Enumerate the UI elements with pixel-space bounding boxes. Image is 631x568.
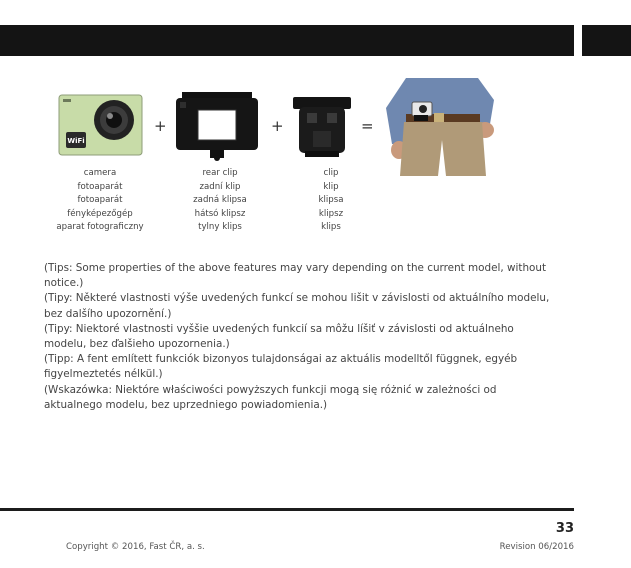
- rear-clip-captions: [165, 167, 275, 235]
- tip-paragraph: (Wskazówka: Niektóre właściwości powyższych funkcji mogą się różnić w zależności od aktualnego modelu, bez uprzedniego powiadomienia.): [44, 383, 497, 411]
- footer-divider: [0, 508, 574, 511]
- caption-line: klip: [323, 181, 339, 192]
- tip-paragraph: (Tipy: Některé vlastnosti výše uvedených funkcí se mohou lišit v závislosti od aktuálního modelu, bez dalšího upozornění.): [44, 292, 550, 320]
- caption-line: fotoaparát: [77, 181, 123, 192]
- page-number: 33: [555, 521, 574, 536]
- header-tab-block: [582, 25, 631, 56]
- header-bar: [0, 25, 574, 56]
- caption-line: klipsa: [318, 195, 344, 206]
- caption-line: zadná klipsa: [193, 195, 247, 206]
- equals-sign: =: [361, 117, 374, 135]
- tip-paragraph: (Tips: Some properties of the above features may vary depending on the current model, without notice.): [44, 262, 547, 290]
- wifi-label: WiFi: [67, 137, 85, 145]
- caption-line: klips: [321, 222, 341, 233]
- caption-line: zadní klip: [199, 181, 241, 192]
- caption-line: clip: [323, 168, 339, 178]
- caption-line: rear clip: [202, 168, 238, 178]
- revision-text: Revision 06/2016: [499, 542, 574, 552]
- plus-sign: +: [154, 117, 167, 135]
- person-wearing-camera-image: [382, 78, 500, 176]
- tip-paragraph: (Tipp: A fent említett funkciók bizonyos tulajdonságai az aktuális modelltől függnek, egyéb figyelmeztetés nélkül.): [44, 353, 518, 381]
- rear-clip-image: [174, 90, 260, 162]
- camera-captions: [44, 167, 156, 235]
- caption-line: tylny klips: [198, 222, 242, 233]
- caption-line: aparat fotograficzny: [56, 222, 144, 233]
- caption-line: fotoaparát: [77, 195, 123, 206]
- clip-captions: [286, 167, 376, 235]
- plus-sign: +: [271, 117, 284, 135]
- tips-section: [44, 261, 554, 413]
- clip-image: [291, 95, 353, 159]
- caption-line: klipsz: [318, 208, 344, 219]
- tip-paragraph: (Tipy: Niektoré vlastnosti vyššie uvedených funkcií sa môžu líšiť v závislosti od aktuálneho modelu, bez ďalšieho upozornenia.): [44, 322, 514, 351]
- caption-line: camera: [83, 168, 117, 178]
- camera-image: [58, 94, 143, 156]
- caption-line: fényképezőgép: [67, 208, 133, 219]
- caption-line: hátsó klipsz: [194, 208, 246, 219]
- copyright-text: Copyright © 2016, Fast ČR, a. s.: [66, 542, 205, 552]
